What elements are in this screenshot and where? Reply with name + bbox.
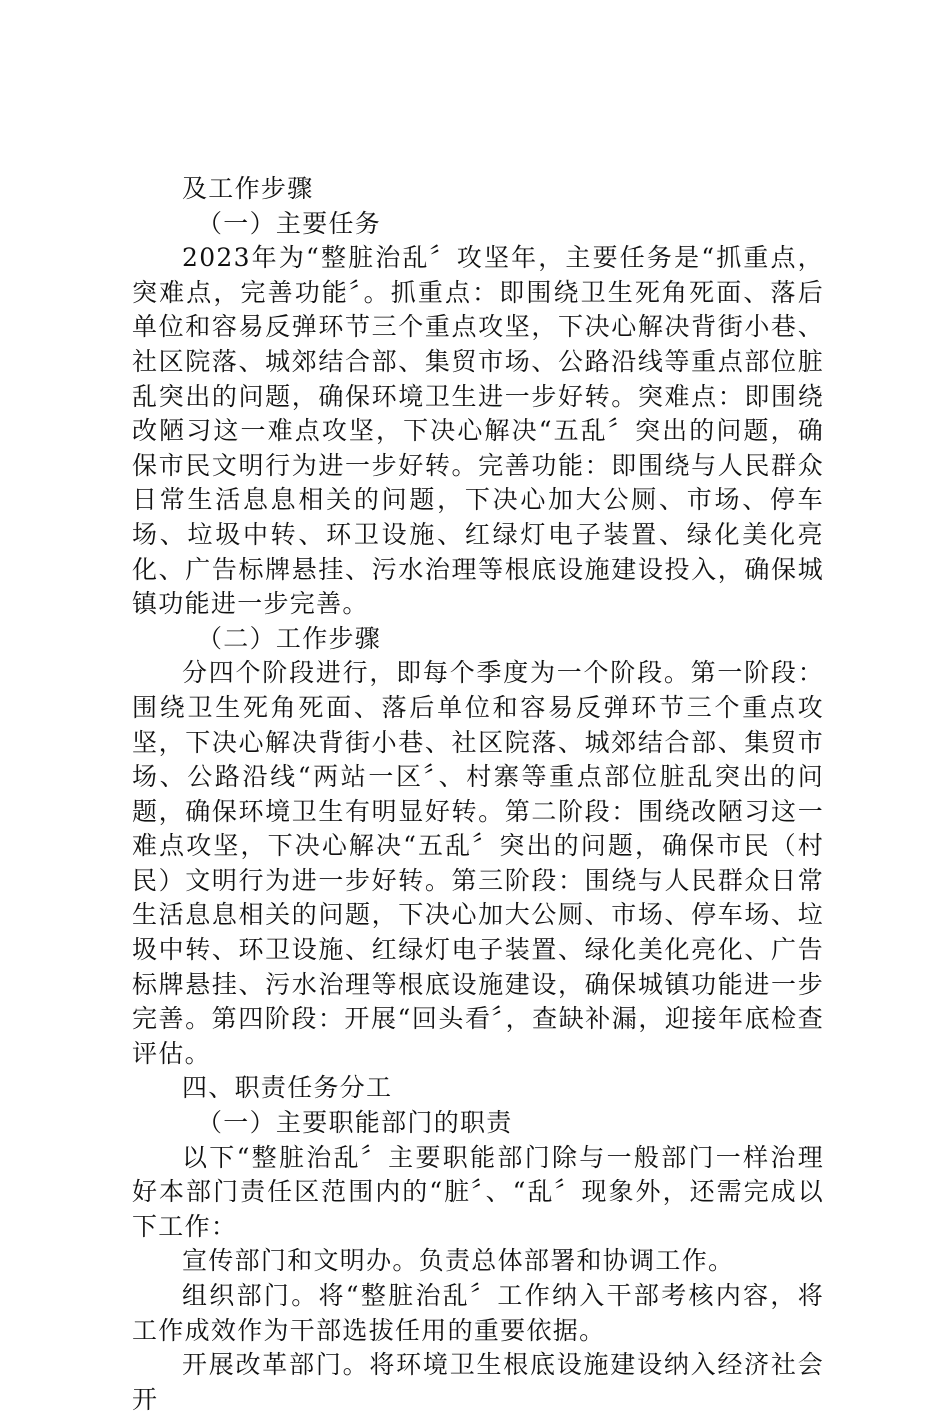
section-heading-steps: 及工作步骤 [182, 174, 314, 203]
subheading-main-tasks: （一）主要任务 [197, 208, 382, 238]
paragraph-reform-dept: 开展改革部门。将环境卫生根底设施建设纳入经济社会开 [132, 1350, 824, 1414]
subheading-work-steps: （二）工作步骤 [197, 623, 382, 653]
paragraph-department-intro: 以下“整脏治乱〞主要职能部门除与一般部门一样治理好本部门责任区范围内的“脏〞、“乱〞现象外，还需完成以下工作： [132, 1142, 824, 1241]
section-heading-responsibilities: 四、职责任务分工 [182, 1073, 393, 1103]
paragraph-organization-dept: 组织部门。将“整脏治乱〞工作纳入干部考核内容，将工作成效作为干部选拔任用的重要依据。 [132, 1281, 824, 1345]
document-body [132, 172, 824, 1417]
paragraph-publicity-dept: 宣传部门和文明办。负责总体部署和协调工作。 [182, 1246, 735, 1276]
paragraph-work-steps: 分四个阶段进行，即每个季度为一个阶段。第一阶段：围绕卫生死角死面、落后单位和容易反弹环节三个重点攻坚，下决心解决背街小巷、社区院落、城郊结合部、集贸市场、公路沿线“两站一区〞、村寨等重点部位脏乱突出的问题，确保环境卫生有明显好转。第二阶段：围绕改陋习这一难点攻坚，下决心解决“五乱〞突出的问题，确保市民（村民）文明行为进一步好转。第三阶段：围绕与人民群众日常生活息息相关的问题，下决心加大公厕、市场、停车场、垃圾中转、环卫设施、红绿灯电子装置、绿化美化亮化、广告标牌悬挂、污水治理等根底设施建设，确保城镇功能进一步完善。第四阶段：开展“回头看〞，查缺补漏，迎接年底检查评估。 [132, 658, 824, 1068]
paragraph-main-tasks: 2023年为“整脏治乱〞攻坚年，主要任务是“抓重点，突难点，完善功能〞。抓重点：即围绕卫生死角死面、落后单位和容易反弹环节三个重点攻坚，下决心解决背街小巷、社区院落、城郊结合部、集贸市场、公路沿线等重点部位脏乱突出的问题，确保环境卫生进一步好转。突难点：即围绕改陋习这一难点攻坚，下决心解决“五乱〞突出的问题，确保市民文明行为进一步好转。完善功能：即围绕与人民群众日常生活息息相关的问题，下决心加大公厕、市场、停车场、垃圾中转、环卫设施、红绿灯电子装置、绿化美化亮化、广告标牌悬挂、污水治理等根底设施建设投入，确保城镇功能进一步完善。 [132, 243, 824, 619]
subheading-department-duties: （一）主要职能部门的职责 [197, 1108, 513, 1138]
